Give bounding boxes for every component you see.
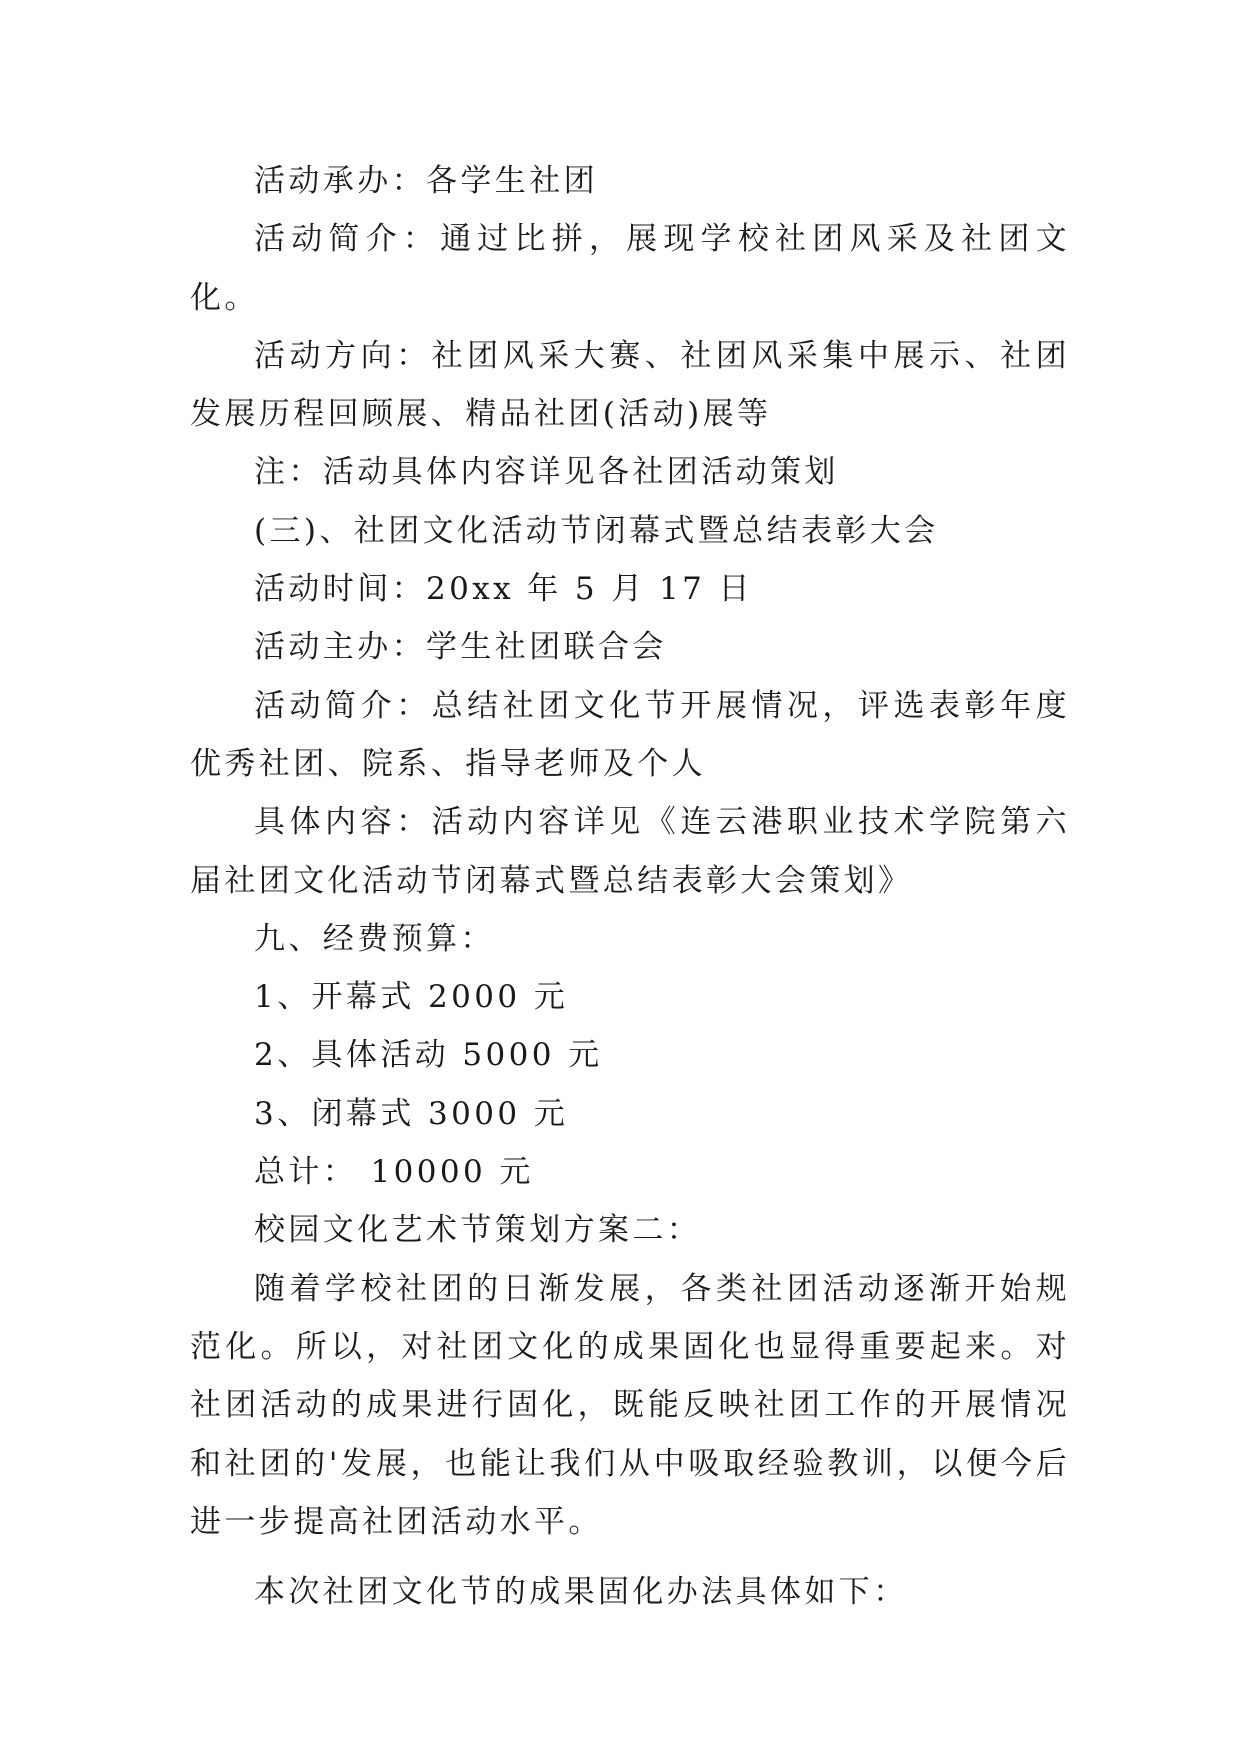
paragraph-direction: 活动方向：社团风采大赛、社团风采集中展示、社团发展历程回顾展、精品社团(活动)展等 bbox=[190, 337, 1070, 433]
paragraph-plan-two-body: 随着学校社团的日渐发展，各类社团活动逐渐开始规范化。所以，对社团文化的成果固化也显得重要起来。对社团活动的成果进行固化，既能反映社团工作的开展情况和社团的'发展，也能让我们从中吸取经验教训，以便今后进一步提高社团活动水平。 bbox=[190, 1270, 1070, 1540]
paragraph-budget-total: 总计： 10000 元 bbox=[254, 1154, 534, 1191]
paragraph-closing-time: 活动时间：20xx 年 5 月 17 日 bbox=[254, 571, 753, 608]
paragraph-plan-two-method: 本次社团文化节的成果固化办法具体如下： bbox=[254, 1574, 908, 1611]
paragraph-closing-host: 活动主办：学生社团联合会 bbox=[254, 629, 667, 666]
paragraph-closing-intro: 活动简介：总结社团文化节开展情况，评选表彰年度优秀社团、院系、指导老师及个人 bbox=[190, 687, 1070, 782]
paragraph-budget-closing: 3、闭幕式 3000 元 bbox=[254, 1095, 569, 1132]
paragraph-note: 注：活动具体内容详见各社团活动策划 bbox=[254, 454, 839, 491]
paragraph-organizer: 活动承办：各学生社团 bbox=[254, 163, 598, 199]
paragraph-budget-activities: 2、具体活动 5000 元 bbox=[254, 1037, 603, 1074]
paragraph-section-closing: (三)、社团文化活动节闭幕式暨总结表彰大会 bbox=[254, 512, 939, 549]
paragraph-intro: 活动简介：通过比拼，展现学校社团风采及社团文化。 bbox=[190, 221, 1070, 316]
paragraph-budget-opening: 1、开幕式 2000 元 bbox=[254, 979, 569, 1016]
paragraph-gap bbox=[190, 1551, 1070, 1563]
paragraph-closing-content: 具体内容：活动内容详见《连云港职业技术学院第六届社团文化活动节闭幕式暨总结表彰大会策划》 bbox=[190, 804, 1070, 899]
paragraph-budget-heading: 九、经费预算： bbox=[254, 920, 495, 957]
document-body bbox=[190, 152, 1070, 1621]
paragraph-plan-two-title: 校园文化艺术节策划方案二： bbox=[254, 1212, 702, 1249]
